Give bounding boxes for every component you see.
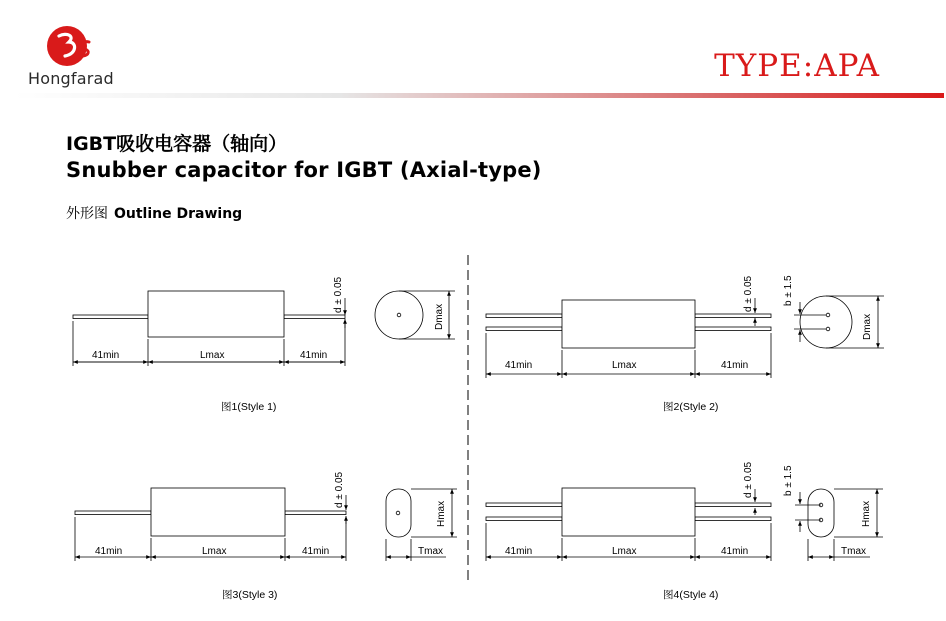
figure-1 xyxy=(73,291,455,366)
fig4-lead-dia-label: d ± 0.05 xyxy=(743,461,754,498)
fig4-body-label: Lmax xyxy=(612,546,637,557)
fig2-lead-right-lower xyxy=(695,327,771,331)
fig2-lead-left-upper xyxy=(486,314,562,318)
fig3-lead-dia-label: d ± 0.05 xyxy=(334,471,345,508)
fig4-lead-left-label: 41min xyxy=(505,546,533,557)
figure-2 xyxy=(486,296,884,378)
fig4-lead-left-lower xyxy=(486,517,562,521)
fig2-end-view xyxy=(800,296,852,348)
fig1-body xyxy=(148,291,284,337)
fig2-body xyxy=(562,300,695,348)
fig2-lead-left-label: 41min xyxy=(505,360,533,371)
fig4-lead-right-label: 41min xyxy=(721,546,749,557)
fig2-lead-right-label: 41min xyxy=(721,360,749,371)
fig1-lead-right-label: 41min xyxy=(300,350,328,361)
fig2-caption: 图2(Style 2) xyxy=(663,401,719,413)
figure-3 xyxy=(75,488,457,561)
fig1-caption: 图1(Style 1) xyxy=(221,401,277,413)
fig1-lead-dia-label: d ± 0.05 xyxy=(333,276,344,313)
fig4-lead-left-upper xyxy=(486,503,562,507)
fig3-body xyxy=(151,488,285,536)
fig3-lead-left xyxy=(75,511,151,515)
fig3-lead-left-label: 41min xyxy=(95,546,123,557)
fig3-lead-right-label: 41min xyxy=(302,546,330,557)
fig1-body-label: Lmax xyxy=(200,350,225,361)
subtitle-en: Outline Drawing xyxy=(114,206,243,222)
brand-name: Hongfarad xyxy=(28,69,114,88)
fig3-thickness-label: Tmax xyxy=(418,546,443,557)
fig1-lead-right xyxy=(284,315,345,319)
fig3-body-label: Lmax xyxy=(202,546,227,557)
page-title-cn: IGBT吸收电容器（轴向） xyxy=(66,133,288,155)
fig1-end-view xyxy=(375,291,423,339)
type-label: TYPE:APA xyxy=(714,48,880,84)
fig2-body-label: Lmax xyxy=(612,360,637,371)
fig3-caption: 图3(Style 3) xyxy=(222,589,278,601)
fig2-side-dim-label: Dmax xyxy=(862,313,873,340)
subtitle-cn: 外形图 xyxy=(66,206,108,222)
fig2-lead-right-upper xyxy=(695,314,771,318)
fig2-lead-dia-label: d ± 0.05 xyxy=(743,275,754,312)
page-title-en: Snubber capacitor for IGBT (Axial-type) xyxy=(66,158,542,182)
fig3-lead-right xyxy=(285,511,346,515)
figure-4 xyxy=(486,488,883,561)
fig4-thickness-label: Tmax xyxy=(841,546,866,557)
fig4-pitch-label: b ± 1.5 xyxy=(783,465,794,496)
fig2-pitch-label: b ± 1.5 xyxy=(783,275,794,306)
fig3-side-dim-label: Hmax xyxy=(436,500,447,527)
fig2-lead-left-lower xyxy=(486,327,562,331)
fig4-caption: 图4(Style 4) xyxy=(663,589,719,601)
fig4-lead-right-upper xyxy=(695,503,771,507)
fig4-lead-right-lower xyxy=(695,517,771,521)
fig1-lead-left xyxy=(73,315,148,319)
fig1-lead-left-label: 41min xyxy=(92,350,120,361)
fig4-side-dim-label: Hmax xyxy=(861,500,872,527)
fig4-end-view xyxy=(808,489,834,537)
fig3-end-view xyxy=(386,489,411,537)
fig4-body xyxy=(562,488,695,536)
fig1-side-dim-label: Dmax xyxy=(434,303,445,330)
